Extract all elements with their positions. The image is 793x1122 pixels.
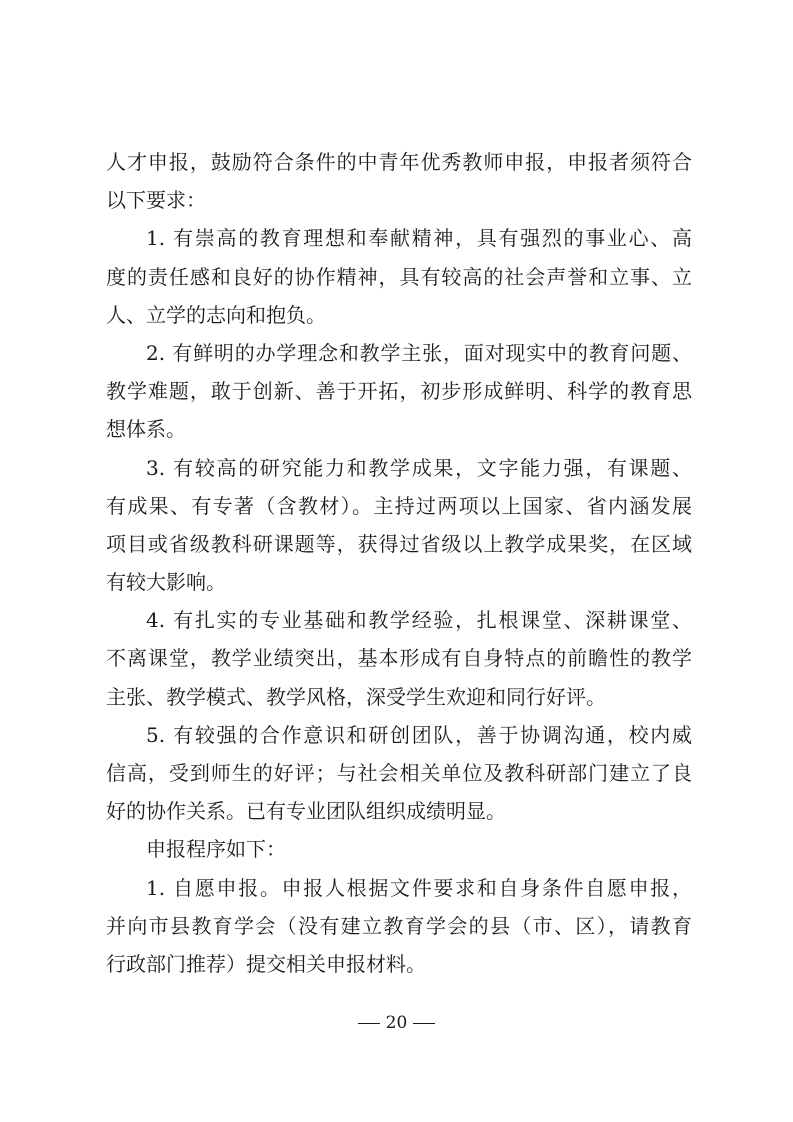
text-line: 想体系。 <box>106 417 186 442</box>
text-line: 3. 有较高的研究能力和教学成果，文字能力强，有课题、 <box>146 455 692 480</box>
text-line: 行政部门推荐）提交相关申报材料。 <box>106 951 426 976</box>
text-line: 有较大影响。 <box>106 570 226 595</box>
text-line: 人、立学的志向和抱负。 <box>106 302 326 327</box>
text-line: 1. 自愿申报。申报人根据文件要求和自身条件自愿申报， <box>146 875 692 900</box>
text-line: 1. 有崇高的教育理想和奉献精神，具有强烈的事业心、高 <box>146 226 692 251</box>
text-line: 5. 有较强的合作意识和研创团队，善于协调沟通，校内威 <box>146 722 692 747</box>
text-line: 4. 有扎实的专业基础和教学经验，扎根课堂、深耕课堂、 <box>146 608 692 633</box>
body-text <box>106 143 692 983</box>
footer-dash-left <box>358 1023 380 1024</box>
text-line: 人才申报，鼓励符合条件的中青年优秀教师申报，申报者须符合 <box>106 150 692 174</box>
text-line: 信高，受到师生的好评；与社会相关单位及教科研部门建立了良 <box>106 761 692 785</box>
text-line: 好的协作关系。已有专业团队组织成绩明显。 <box>106 799 506 824</box>
page-number: 20 <box>385 1013 408 1033</box>
text-line: 2. 有鲜明的办学理念和教学主张，面对现实中的教育问题、 <box>146 340 692 365</box>
text-line: 项目或省级教科研课题等，获得过省级以上教学成果奖，在区域 <box>106 531 692 556</box>
text-line: 并向市县教育学会（没有建立教育学会的县（市、区），请教育 <box>106 913 692 938</box>
text-line: 以下要求： <box>106 188 206 213</box>
page-footer <box>0 1013 793 1033</box>
text-line: 主张、教学模式、教学风格，深受学生欢迎和同行好评。 <box>106 684 606 709</box>
text-line: 不离课堂，教学业绩突出，基本形成有自身特点的前瞻性的教学 <box>106 646 692 671</box>
text-line: 度的责任感和良好的协作精神，具有较高的社会声誉和立事、立 <box>106 264 692 289</box>
footer-dash-right <box>413 1023 435 1024</box>
text-line: 有成果、有专著（含教材）。主持过两项以上国家、省内涵发展 <box>106 493 692 518</box>
text-line: 申报程序如下： <box>146 837 286 862</box>
text-line: 教学难题，敢于创新、善于开拓，初步形成鲜明、科学的教育思 <box>106 379 692 404</box>
